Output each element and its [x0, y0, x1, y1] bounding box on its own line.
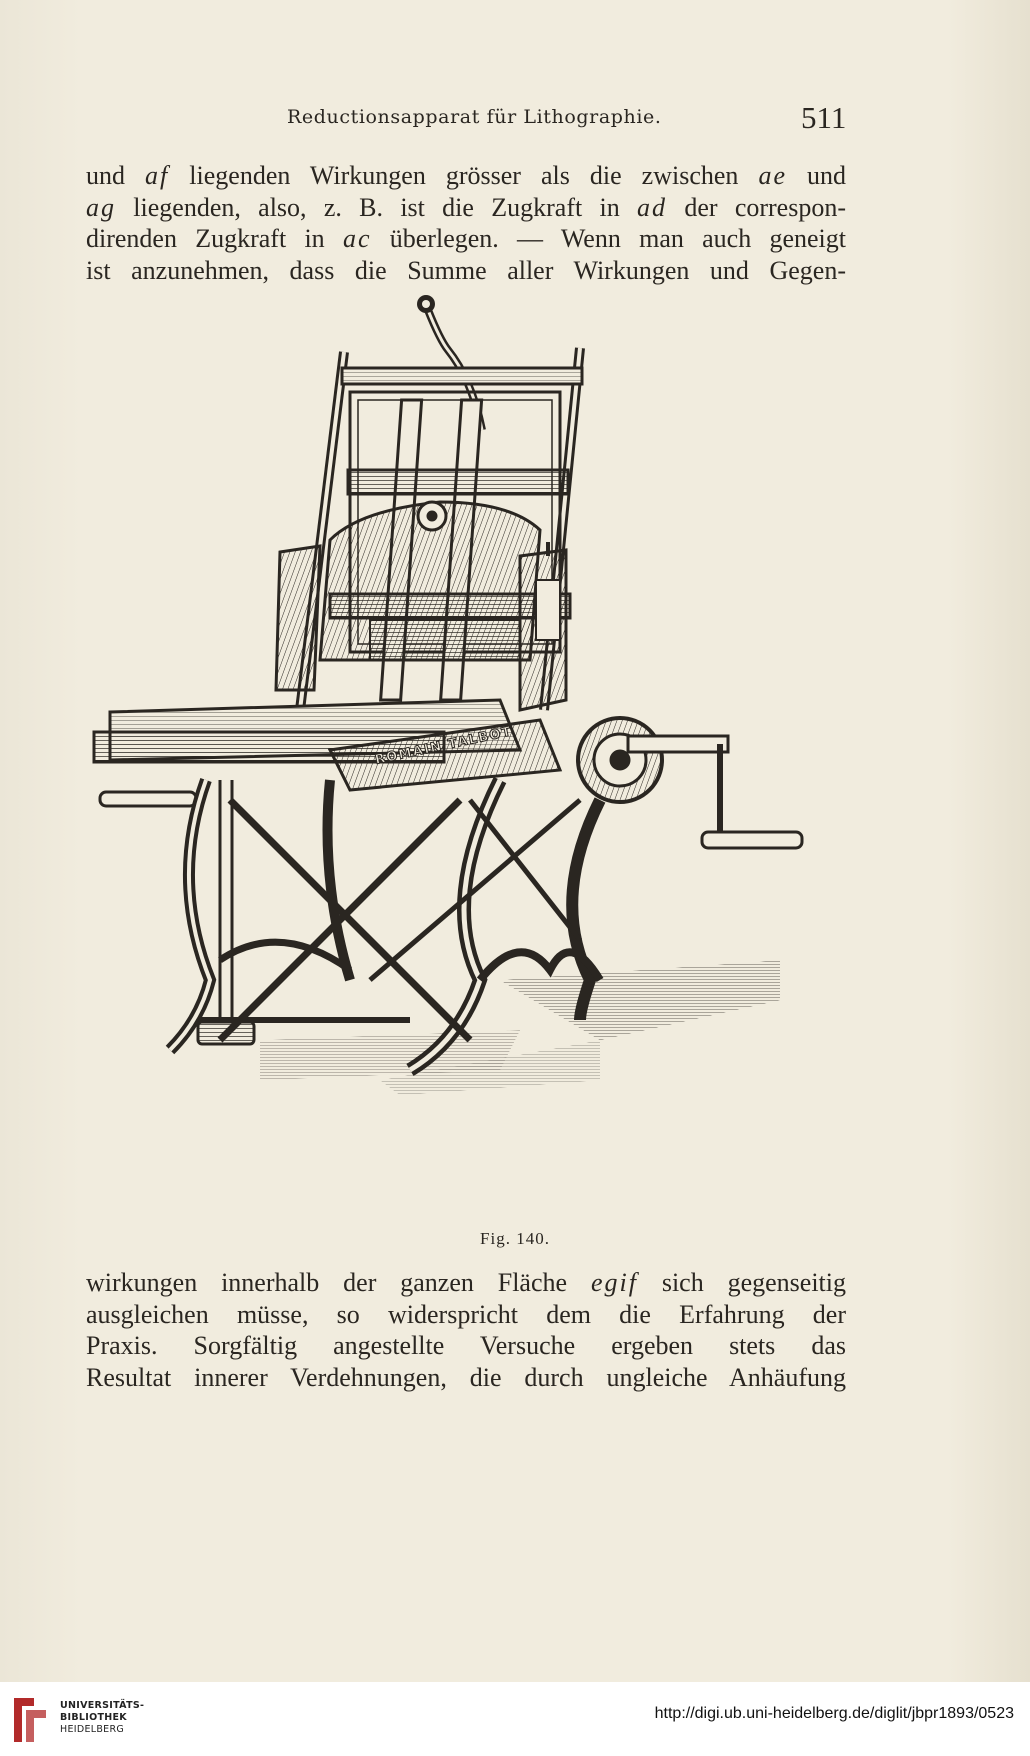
text-line: direnden Zugkraft in ac überlegen. — Wenn man auch geneigt	[86, 224, 846, 253]
bed-handle	[100, 792, 196, 806]
text-line: und af liegenden Wirkungen grösser als die zwischen ae und	[86, 161, 847, 190]
page-number: 511	[801, 100, 847, 135]
text-line: ag liegenden, also, z. B. ist die Zugkraft in ad der correspon-	[86, 192, 846, 222]
running-title: Reductionsapparat für Lithographie.	[287, 106, 662, 128]
running-head	[0, 100, 1030, 134]
body-text-bottom	[86, 1267, 846, 1393]
library-name: UNIVERSITÄTS- BIBLIOTHEK HEIDELBERG	[60, 1700, 145, 1735]
scraper-mechanism	[320, 502, 540, 660]
math-variable: af	[145, 161, 170, 190]
lithographic-press-engraving	[80, 280, 840, 1220]
text-line: ausgleichen müsse, so widerspricht dem die Erfahrung der	[86, 1299, 846, 1329]
library-logo-icon	[10, 1694, 50, 1746]
body-text-top	[86, 160, 846, 286]
ground-shadow	[260, 960, 780, 1095]
math-variable: ac	[342, 224, 372, 253]
side-cheek-left	[276, 546, 320, 690]
drive-gear	[578, 718, 802, 848]
math-variable: egif	[590, 1268, 638, 1297]
text-line: ist anzunehmen, dass die Summe aller Wirkungen und Gegen-	[86, 255, 846, 285]
math-variable: ad	[637, 192, 668, 222]
maker-label: ROMAIN TALBOT	[373, 724, 514, 768]
math-variable: ae	[758, 161, 787, 190]
text-line: Praxis. Sorgfältig angestellte Versuche ergeben stets das	[86, 1331, 846, 1360]
press-bed	[94, 700, 560, 790]
library-footer	[0, 1682, 1030, 1756]
math-variable: ag	[86, 192, 116, 222]
figure-caption: Fig. 140.	[480, 1229, 550, 1248]
text-line: Resultat innerer Verdehnungen, die durch ungleiche Anhäufung	[86, 1362, 846, 1392]
source-url-link[interactable]: http://digi.ub.uni-heidelberg.de/diglit/jbpr1893/0523	[654, 1705, 1014, 1722]
press-illustration	[80, 280, 840, 1220]
side-cheek-right	[520, 542, 566, 710]
text-line: wirkungen innerhalb der ganzen Fläche egif sich gegenseitig	[86, 1268, 846, 1297]
